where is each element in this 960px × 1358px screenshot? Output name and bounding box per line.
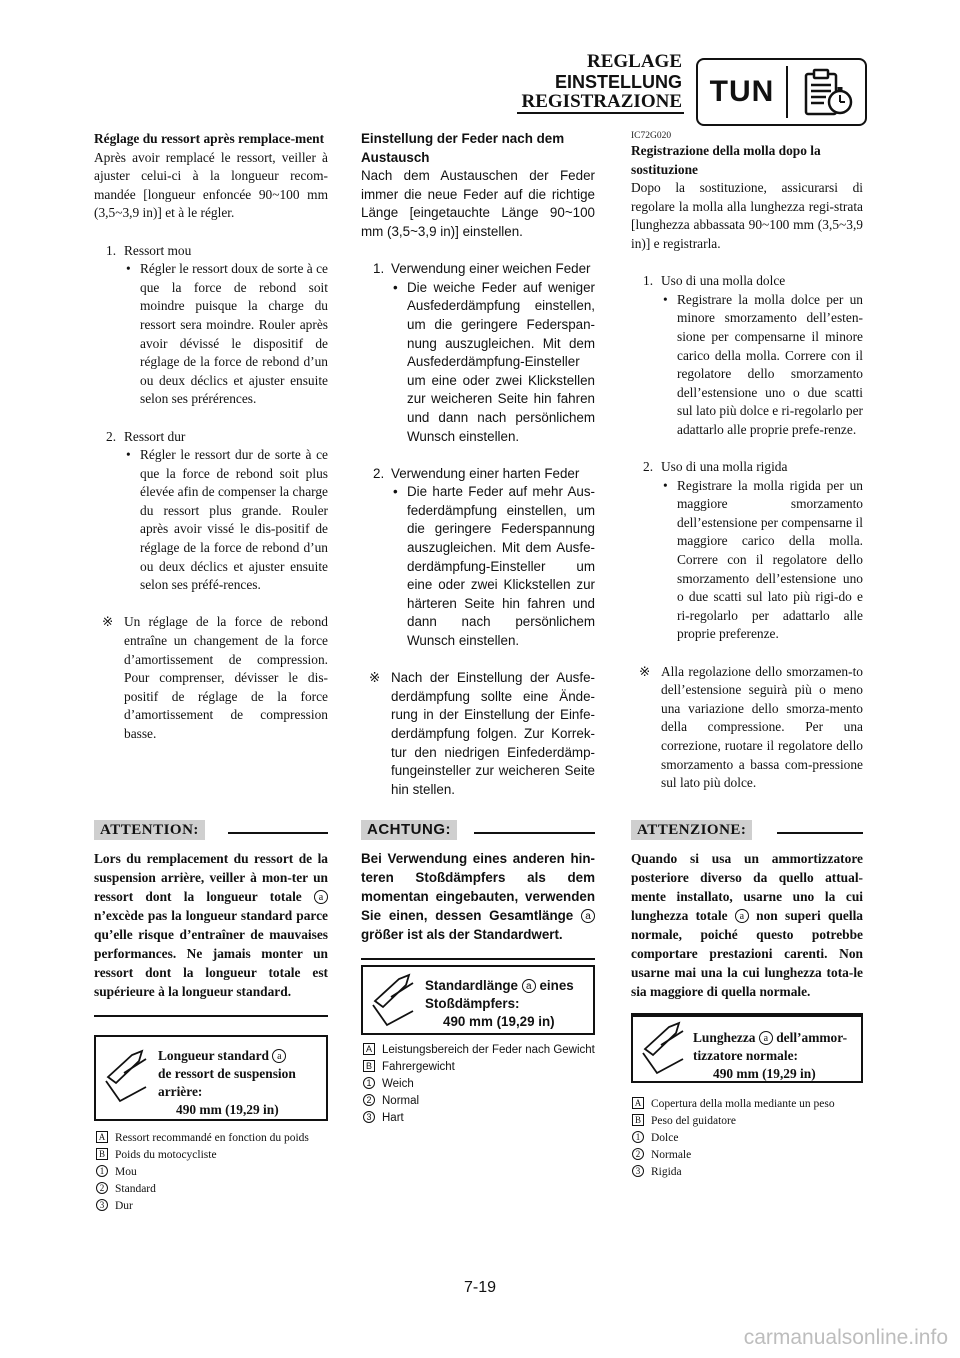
it-item-2-number: 2. bbox=[643, 459, 654, 475]
fr-intro: Après avoir remplacé le ressort, veiller à ajuster celui-ci à la longueur recom-mandée [longueur enfoncée 90~100 mm (3,5~3,9 in)] et à le régler. bbox=[94, 149, 328, 221]
de-item-2-title: Verwendung einer harten Feder bbox=[391, 465, 580, 481]
it-spec-box bbox=[631, 1013, 863, 1083]
legend-text: Ressort recommandé en fonction du poids bbox=[115, 1132, 309, 1144]
legend-text: Mou bbox=[115, 1166, 137, 1178]
it-spec-text bbox=[693, 1029, 847, 1083]
circle-marker-a: a bbox=[314, 890, 328, 904]
note-icon: ※ bbox=[369, 670, 381, 686]
it-doc-code: IC72G020 bbox=[631, 131, 672, 141]
de-note bbox=[361, 669, 595, 799]
legend-key: A bbox=[632, 1097, 644, 1109]
fr-spec-label-3: arrière: bbox=[158, 1084, 203, 1099]
column-italian bbox=[631, 130, 863, 793]
fr-legend bbox=[96, 1130, 336, 1215]
legend-text: Dur bbox=[115, 1200, 133, 1212]
fr-warning bbox=[94, 820, 328, 1017]
it-warning-text-part1: Quando si usa un ammortizzatore posteriore diverso da quello attual-mente installato, usarne uno la cui lunghezza totale bbox=[631, 851, 863, 923]
legend-text: Poids du motocycliste bbox=[115, 1149, 217, 1161]
bullet-icon: • bbox=[663, 291, 668, 307]
it-item-1-number: 1. bbox=[643, 273, 654, 289]
de-intro: Nach dem Austauschen der Feder immer die neue Feder auf die richtige Länge [eingetauchte Länge 90~100 mm (3,5~3,9 in)] einstellen. bbox=[361, 168, 595, 239]
circle-marker-a: a bbox=[522, 979, 536, 993]
de-item-2 bbox=[361, 465, 595, 484]
legend-key: 2 bbox=[632, 1148, 644, 1160]
fr-item-2-title: Ressort dur bbox=[124, 428, 186, 444]
legend-text: Fahrergewicht bbox=[382, 1061, 455, 1073]
it-item-1-bullet bbox=[631, 291, 863, 440]
legend-item bbox=[363, 1076, 595, 1093]
de-spec-value: 490 mm (19,29 in) bbox=[443, 1014, 555, 1029]
de-item-1-text: Die weiche Feder auf weniger Ausfederdämpfung einstellen, um die geringere Federspan-nung auszugleichen. Mit dem Ausfederdämpfung-Einsteller um eine oder zwei Klickstellen zur weicheren Seite hin fahren und dann nach persönlichem Wunsch einstellen. bbox=[407, 279, 595, 444]
section-title-fr: REGLAGE bbox=[586, 51, 682, 72]
it-item-2-bullet bbox=[631, 477, 863, 644]
watermark: carmanualsonline.info bbox=[743, 1326, 948, 1349]
it-spec-label-1a: Lunghezza bbox=[693, 1030, 756, 1045]
it-spec-label-1b: dell’ammor- bbox=[776, 1030, 848, 1045]
fr-note-text: Un réglage de la force de rebond entraîne un changement de la force d’amortissement de compression. Pour comprenser, dévisser le dis-positif de réglage de la force d’amortissement de compression basse. bbox=[124, 614, 328, 741]
legend-key: 1 bbox=[363, 1077, 375, 1089]
circle-marker-a: a bbox=[735, 909, 749, 923]
note-icon: ※ bbox=[102, 614, 114, 630]
it-item-2-title: Uso di una molla rigida bbox=[661, 459, 788, 475]
it-legend bbox=[632, 1096, 868, 1181]
de-warning bbox=[361, 820, 595, 960]
bullet-icon: • bbox=[126, 261, 131, 277]
legend-item bbox=[632, 1096, 868, 1113]
page-number: 7-19 bbox=[463, 1279, 497, 1296]
bullet-icon: • bbox=[393, 484, 398, 500]
legend-item bbox=[363, 1093, 595, 1110]
note-icon: ※ bbox=[639, 663, 651, 679]
clipboard-stopwatch-icon bbox=[802, 68, 856, 118]
legend-text: Standard bbox=[115, 1183, 156, 1195]
de-warning-text bbox=[361, 849, 595, 944]
fr-heading: Réglage du ressort après remplace-ment bbox=[94, 131, 325, 146]
de-heading: Einstellung der Feder nach dem Austausch bbox=[361, 131, 565, 165]
fr-spec-label-2: de ressort de suspension bbox=[158, 1066, 296, 1081]
legend-key: 3 bbox=[632, 1165, 644, 1177]
de-item-2-text: Die harte Feder auf mehr Aus-federdämpfung einstellen, um die geringere Federspannung auszugleichen. Mit dem Ausfe-derdämpfung-Einsteller um eine oder zwei Klickstellen zur härteren Seite hin fahren und dann nach persönlichem Wunsch einstellen. bbox=[407, 484, 595, 649]
legend-key: A bbox=[363, 1043, 375, 1055]
legend-text: Copertura della molla mediante un peso bbox=[651, 1098, 835, 1110]
fr-warning-text bbox=[94, 849, 328, 1001]
it-item-1-text: Registrare la molla dolce per un minore smorzamento dell’esten-sione per compensarne il minore carico della molla. Correre con il regolatore dello smorzamento dell’estensione uno o due scatti sul lato più dolce e ri-regolarlo per adattarlo alle proprie prefe-renze. bbox=[677, 291, 863, 437]
warning-rule bbox=[228, 832, 328, 834]
it-warning bbox=[631, 820, 863, 1017]
wrench-icon bbox=[102, 1047, 152, 1109]
legend-item bbox=[96, 1130, 336, 1147]
legend-text: Dolce bbox=[651, 1132, 679, 1144]
it-item-2-text: Registrare la molla rigida per un maggiore smorzamento dell’estensione per compensarne il maggiore carico della molla. Correre con il regolatore dello smorzamento dell’estensione uno o due scatti sul lato più rigi-do e ri-regolarlo per adattarlo alle proprie preferenze. bbox=[677, 477, 863, 642]
legend-item bbox=[96, 1164, 336, 1181]
section-titles bbox=[522, 52, 683, 112]
legend-item bbox=[363, 1110, 595, 1127]
wrench-icon bbox=[369, 971, 419, 1033]
fr-item-2-text: Régler le ressort dur de sorte à ce que la force de rebond soit plus élevée afin de compenser la charge du ressort plus grande. Rouler après avoir vissé le dis-positif de réglage de la force de rebond d’un ou deux déclics et ajuster ensuite selon ses préfé-rences. bbox=[140, 447, 328, 593]
section-title-it: REGISTRAZIONE bbox=[521, 91, 682, 112]
de-item-1-title: Verwendung einer weichen Feder bbox=[391, 261, 591, 277]
it-item-2 bbox=[631, 458, 863, 477]
de-spec-text bbox=[425, 977, 574, 1031]
warning-bottom-rule bbox=[94, 1015, 328, 1017]
legend-key: 3 bbox=[96, 1199, 108, 1211]
fr-spec-label-1: Longueur standard bbox=[158, 1048, 270, 1063]
fr-note bbox=[94, 613, 328, 743]
fr-spec-text bbox=[158, 1047, 296, 1119]
legend-item bbox=[363, 1042, 595, 1059]
de-warning-title: ACHTUNG: bbox=[361, 820, 457, 840]
legend-text: Normal bbox=[382, 1095, 420, 1107]
it-heading: Registrazione della molla dopo la sostituzione bbox=[631, 143, 821, 177]
column-german bbox=[361, 130, 595, 799]
header-rule bbox=[517, 112, 684, 114]
fr-spec-value: 490 mm (19,29 in) bbox=[176, 1102, 279, 1117]
circle-marker-a: a bbox=[759, 1031, 773, 1045]
legend-text: Peso del guidatore bbox=[651, 1115, 736, 1127]
warning-bottom-rule bbox=[361, 958, 595, 960]
column-french bbox=[94, 130, 328, 744]
legend-text: Normale bbox=[651, 1149, 692, 1161]
it-note bbox=[631, 663, 863, 793]
legend-key: A bbox=[96, 1131, 108, 1143]
it-spec-label-2: tizzatore normale: bbox=[693, 1048, 798, 1063]
warning-rule bbox=[777, 832, 863, 834]
it-intro: Dopo la sostituzione, assicurarsi di regolare la molla alla lunghezza regi-strata [lunghezza abbassata 90~100 mm (3,5~3,9 in)] e registrarla. bbox=[631, 180, 863, 251]
de-warning-text-part2: größer ist als der Standardwert. bbox=[361, 927, 563, 942]
it-warning-text bbox=[631, 849, 863, 1001]
legend-key: 2 bbox=[363, 1094, 375, 1106]
legend-item bbox=[96, 1181, 336, 1198]
legend-text: Rigida bbox=[651, 1166, 682, 1178]
legend-text: Weich bbox=[382, 1078, 414, 1090]
de-item-2-bullet bbox=[361, 483, 595, 650]
fr-item-2 bbox=[94, 428, 328, 447]
fr-item-1 bbox=[94, 242, 328, 261]
de-spec-label-2: Stoßdämpfers: bbox=[425, 996, 520, 1011]
de-spec-label-1b: eines bbox=[539, 978, 574, 993]
it-item-1 bbox=[631, 272, 863, 291]
fr-item-1-bullet bbox=[94, 260, 328, 409]
bullet-icon: • bbox=[393, 279, 398, 295]
de-item-1-bullet bbox=[361, 279, 595, 446]
warning-rule bbox=[474, 832, 595, 834]
legend-item bbox=[363, 1059, 595, 1076]
fr-spec-box bbox=[94, 1035, 328, 1121]
legend-key: 1 bbox=[96, 1165, 108, 1177]
legend-item bbox=[632, 1147, 868, 1164]
chapter-badge-label: TUN bbox=[709, 75, 775, 108]
badge-divider bbox=[786, 66, 788, 118]
it-item-1-title: Uso di una molla dolce bbox=[661, 273, 786, 289]
fr-warning-text-part1: Lors du remplacement du ressort de la suspension arrière, veiller à mon-ter un ressort dont la longueur totale bbox=[94, 851, 328, 904]
legend-key: B bbox=[363, 1060, 375, 1072]
fr-item-1-text: Régler le ressort doux de sorte à ce que la force de rebond soit moindre puisque la charge du ressort sera moindre. Rouler après avoir dévissé le dispositif de réglage de la force de rebond d’un ou deux déclics et ajuster ensuite selon ses prérérences. bbox=[140, 261, 328, 407]
fr-item-2-number: 2. bbox=[106, 428, 117, 444]
bullet-icon: • bbox=[126, 447, 131, 463]
legend-key: 2 bbox=[96, 1182, 108, 1194]
circle-marker-a: a bbox=[272, 1049, 286, 1063]
legend-text: Leistungsbereich der Feder nach Gewicht bbox=[382, 1044, 595, 1056]
de-item-1 bbox=[361, 260, 595, 279]
wrench-icon bbox=[639, 1019, 689, 1081]
fr-item-2-bullet bbox=[94, 446, 328, 595]
legend-item bbox=[96, 1198, 336, 1215]
fr-item-1-number: 1. bbox=[106, 242, 117, 258]
chapter-badge bbox=[696, 58, 867, 126]
it-warning-title: ATTENZIONE: bbox=[631, 820, 752, 840]
legend-text: Hart bbox=[382, 1112, 404, 1124]
bullet-icon: • bbox=[663, 477, 668, 493]
de-item-2-number: 2. bbox=[373, 465, 385, 481]
it-spec-value: 490 mm (19,29 in) bbox=[713, 1066, 816, 1081]
it-warning-text-part2: non superi quella normale, poiché questo potrebbe comportare prestazioni carenti. Non usarne mai una la cui lunghezza tota-le sia maggiore di quella normale. bbox=[631, 908, 863, 999]
de-warning-text-part1: Bei Verwendung eines anderen hin-teren Stoßdämpfers als dem momentan eingebauten, verwenden Sie einen, dessen Gesamtlänge bbox=[361, 851, 595, 923]
de-item-1-number: 1. bbox=[373, 261, 385, 277]
de-note-text: Nach der Einstellung der Ausfe-derdämpfung sollte eine Ände-rung in der Einstellung der Einfe-derdämpfung folgen. Zur Korrek-tur den niedrigen Einfederdämp-fungeinsteller zur weicheren Seite hin stellen. bbox=[391, 670, 595, 797]
legend-item bbox=[96, 1147, 336, 1164]
section-title-de: EINSTELLUNG bbox=[554, 72, 682, 92]
legend-item bbox=[632, 1113, 868, 1130]
de-spec-label-1a: Standardlänge bbox=[425, 978, 519, 993]
legend-item bbox=[632, 1130, 868, 1147]
fr-warning-text-part2: n’excède pas la longueur standard parce qu’elle risque d’entraîner de mauvaises performances. Ne jamais monter un ressort dont la longueur totale est supérieure à la longueur standard. bbox=[94, 908, 328, 999]
legend-key: 1 bbox=[632, 1131, 644, 1143]
fr-item-1-title: Ressort mou bbox=[124, 242, 192, 258]
legend-key: B bbox=[632, 1114, 644, 1126]
legend-key: B bbox=[96, 1148, 108, 1160]
de-spec-box bbox=[361, 965, 595, 1035]
circle-marker-a: a bbox=[581, 909, 595, 923]
fr-warning-title: ATTENTION: bbox=[94, 820, 205, 840]
de-legend bbox=[363, 1042, 595, 1127]
legend-item bbox=[632, 1164, 868, 1181]
legend-key: 3 bbox=[363, 1111, 375, 1123]
it-note-text: Alla regolazione dello smorzamen-to dell’estensione seguirà più o meno una variazione dello smorza-mento della compressione. Per una correzione, ruotare il regolatore dello smorzamento a bassa com-pressione sul lato più dolce. bbox=[661, 663, 863, 791]
